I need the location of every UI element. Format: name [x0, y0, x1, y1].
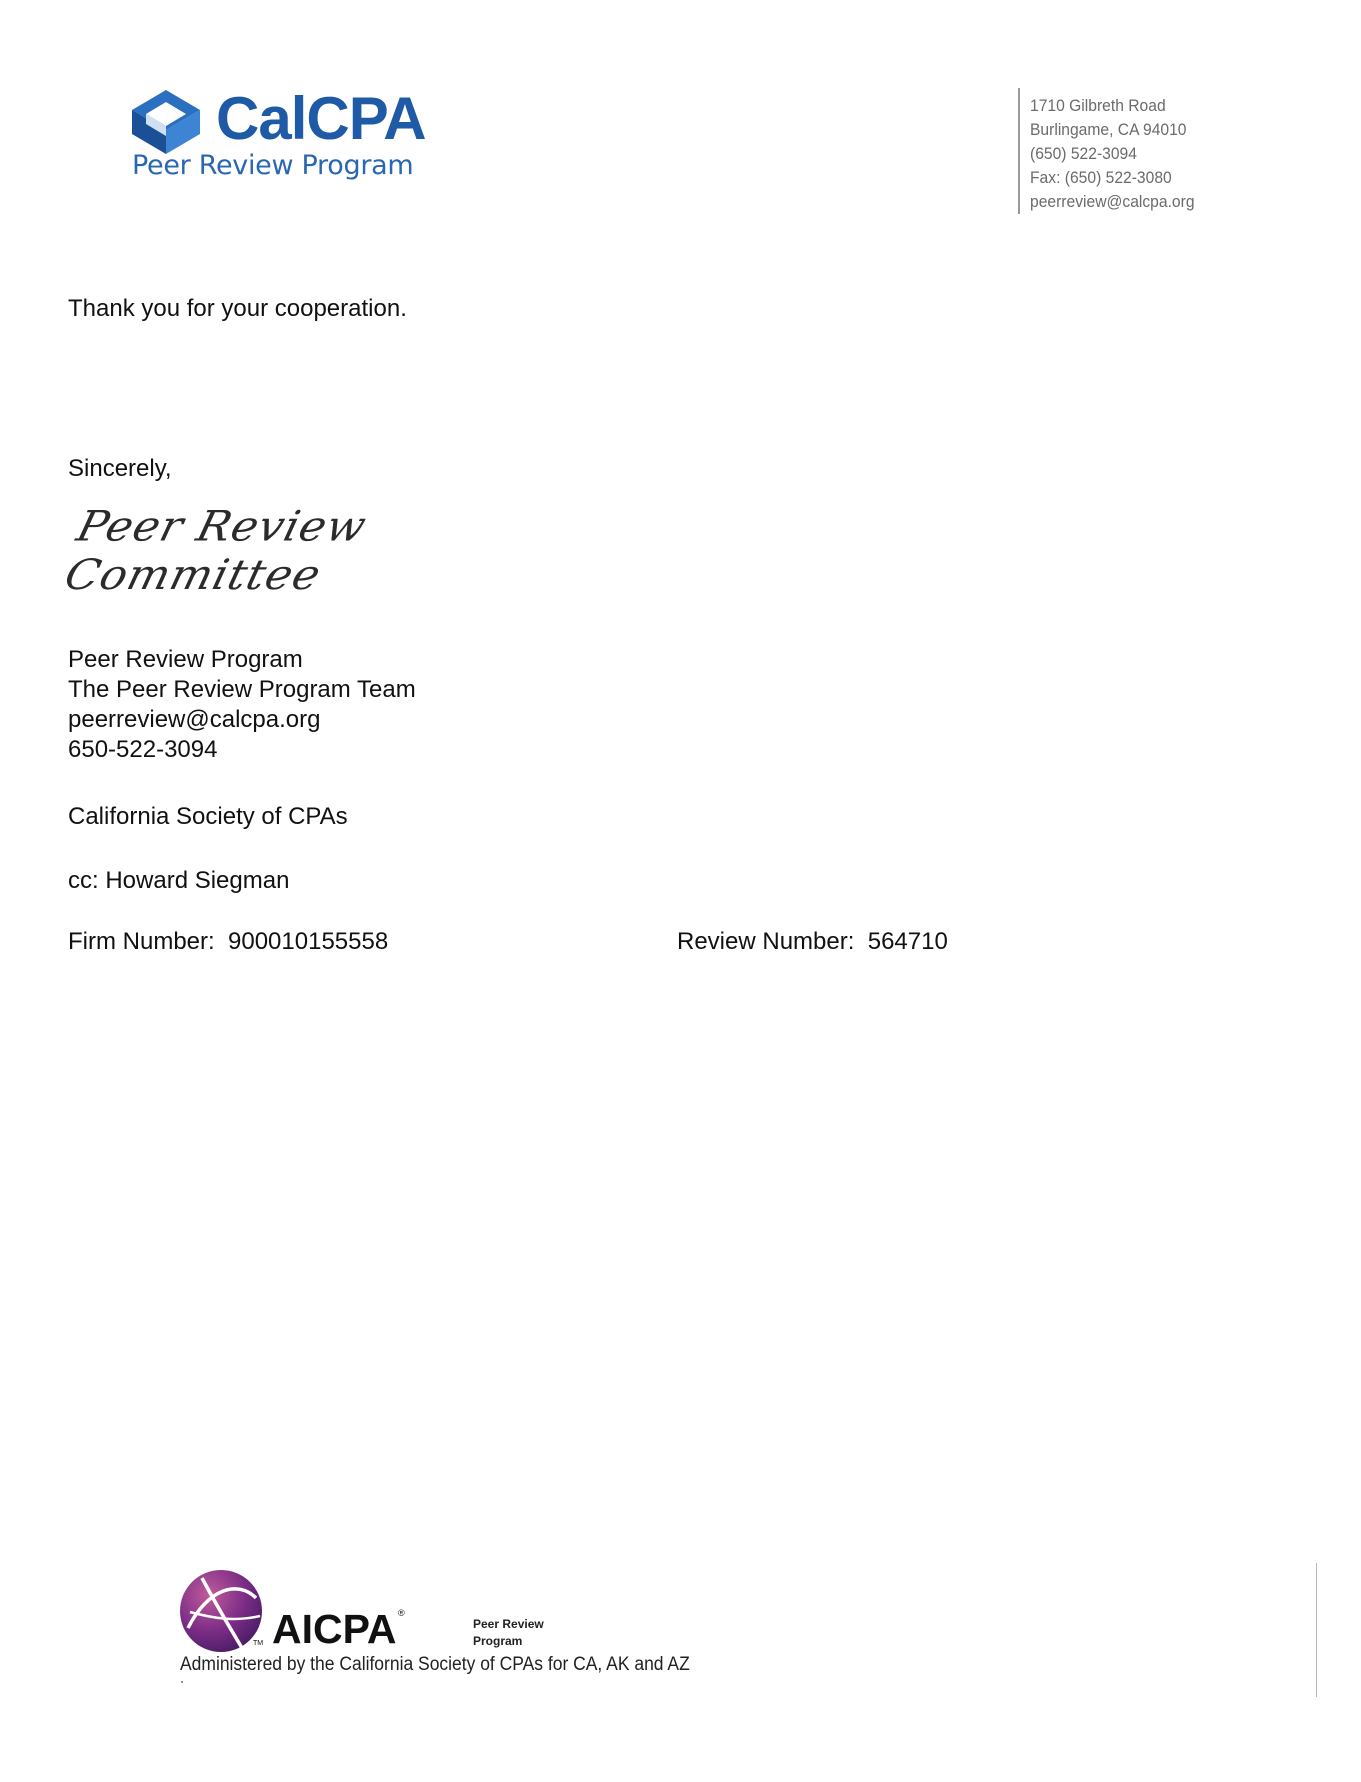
- address-fax: Fax: (650) 522-3080: [1030, 168, 1172, 187]
- aicpa-wordmark: AICPA: [272, 1606, 397, 1652]
- footer-dot: [181, 1681, 183, 1683]
- organization-line: California Society of CPAs: [68, 803, 348, 830]
- calcpa-wordmark: CalCPA: [216, 85, 426, 152]
- firm-number-line: [68, 928, 388, 956]
- address-phone: (650) 522-3094: [1030, 144, 1137, 163]
- aicpa-globe-icon: [178, 1568, 264, 1654]
- sender-email: peerreview@calcpa.org: [68, 706, 321, 733]
- signature: [59, 500, 552, 600]
- peer-review-program-label: [473, 1616, 544, 1650]
- review-number-value: 564710: [867, 928, 948, 955]
- signature-text: Peer Review Committee: [59, 502, 372, 600]
- review-number-label: Review Number:: [677, 928, 855, 955]
- calcpa-cube-icon: [130, 88, 202, 156]
- address-block: [1030, 94, 1195, 214]
- right-edge-divider: [1316, 1563, 1317, 1697]
- firm-number-label: Firm Number:: [68, 928, 215, 955]
- peer-review-label-line1: Peer Review: [473, 1617, 544, 1631]
- sender-phone: 650-522-3094: [68, 736, 218, 763]
- administered-by-line: Administered by the California Society of CPAs for CA, AK and AZ: [180, 1654, 690, 1675]
- address-city: Burlingame, CA 94010: [1030, 120, 1187, 139]
- cc-line: cc: Howard Siegman: [68, 867, 290, 894]
- calcpa-subtitle: Peer Review Program: [132, 150, 414, 181]
- aicpa-trademark: TM: [253, 1640, 264, 1647]
- firm-number-value: 900010155558: [228, 928, 389, 955]
- address-street: 1710 Gilbreth Road: [1030, 96, 1166, 115]
- address-email: peerreview@calcpa.org: [1030, 192, 1195, 211]
- closing-line: Sincerely,: [68, 455, 172, 482]
- aicpa-registered: ®: [398, 1608, 405, 1618]
- peer-review-label-line2: Program: [473, 1634, 523, 1648]
- sender-program: Peer Review Program: [68, 646, 303, 673]
- calcpa-logo: [130, 84, 430, 194]
- address-divider: [1018, 88, 1020, 214]
- thanks-line: Thank you for your cooperation.: [68, 295, 407, 322]
- sender-team: The Peer Review Program Team: [68, 676, 416, 703]
- review-number-line: [677, 928, 948, 956]
- sender-block: [68, 645, 416, 765]
